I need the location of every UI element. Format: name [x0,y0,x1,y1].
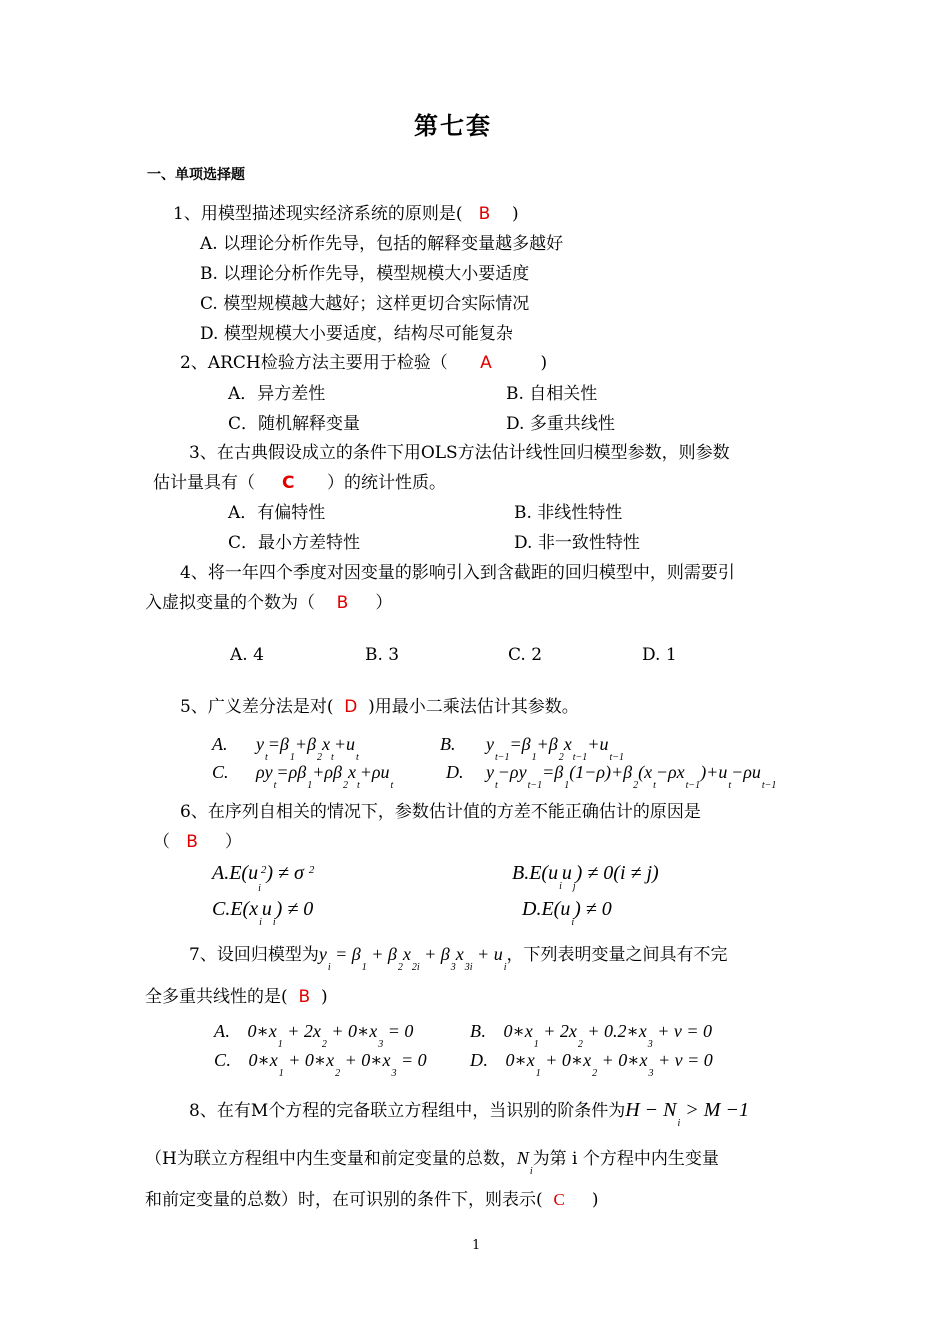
answer-mark: A [480,353,492,373]
answer-mark: C [553,1190,565,1209]
question-1-option-c: C. 模型规模越大越好；这样更切合实际情况 [200,294,530,314]
question-6-stem: 6、在序列自相关的情况下，参数估计值的方差不能正确估计的原因是 [180,802,701,822]
answer-mark: B [186,832,198,852]
answer-mark: C [282,473,295,493]
question-5-option-d-formula: $y_t-\rho y_{t-1}=\beta_1(1-\rho)+\beta_2(x_t-\rho x_{t-1})+u_t-\rho u_{t-1}$ [486,762,777,791]
question-5-option-d-label: D. [446,762,464,782]
answer-mark: D [344,697,358,717]
question-7-option-a: A. $0∗x_1 + 2x_2$ + $0∗x_3 = 0$ [214,1021,414,1050]
question-2-option-c: C．随机解释变量 [228,414,361,434]
question-3-option-c: C．最小方差特性 [228,533,361,553]
question-5-option-b-formula: $y_{t-1}=\beta_1+\beta_2x_{t-1}+u_{t-1}$ [486,734,624,763]
question-4-option-c: C. 2 [508,645,543,665]
section-heading: 一、单项选择题 [147,167,245,183]
answer-mark: B [478,204,491,224]
question-8-stem-line3: 和前定变量的总数）时，在可识别的条件下，则表示( C ) [145,1190,599,1210]
question-6-paren: （ B ） [153,832,242,852]
question-3-option-b: B. 非线性特性 [514,503,623,523]
order-condition-formula: $H - N_i > M -1$ [625,1099,749,1129]
question-5-option-c-formula: $\rho y_t=\rho\beta_1+\rho\beta_2x_t+\rho u_t$ [256,762,394,791]
answer-mark: B [298,987,311,1007]
page-title: 第七套 [414,111,492,140]
question-5-option-c-label: C. [212,762,229,782]
question-2-option-b: B. 自相关性 [506,384,598,404]
question-5-stem: 5、广义差分法是对( D )用最小二乘法估计其参数。 [180,697,579,717]
page-number: 1 [472,1238,481,1253]
question-7-option-c: C. $0∗x_1$ + $0∗x_2$ + $0∗x_3 = 0$ [214,1050,427,1079]
question-3-stem-line1: 3、在古典假设成立的条件下用OLS方法估计线性回归模型参数，则参数 [189,443,730,463]
question-1-stem: 1、用模型描述现实经济系统的原则是( B ) [173,204,519,224]
question-4-option-d: D. 1 [642,645,677,665]
question-7-stem: 7、设回归模型为$y_i = \beta_1 + \beta_2x_{2i} + \beta_3x_{3i} + u_i$，下列表明变量之间具有不完 [189,944,728,973]
question-6-option-d: $D.E(u_i) \ne 0$ [522,898,612,928]
question-6-option-c: $C.E(x_iu_i) \ne 0$ [212,898,314,928]
question-5-option-a-label: A. [212,734,228,754]
question-7-option-d: D. $0∗x_1$ + $0∗x_2$ + $0∗x_3 + v = 0$ [470,1050,713,1079]
question-7-option-b: B. $0∗x_1 + 2x_2$ + $0.2∗x_3 + v = 0$ [470,1021,713,1050]
question-4-stem-line1: 4、将一年四个季度对因变量的影响引入到含截距的回归模型中，则需要引 [180,563,735,583]
question-8-stem-line2: （H为联立方程组中内生变量和前定变量的总数，$N_i$为第 i 个方程中内生变量 [145,1148,719,1177]
question-5-option-b-label: B. [440,734,456,754]
question-2-stem: 2、ARCH检验方法主要用于检验（ A ) [180,353,548,373]
question-3-stem-line2: 估计量具有（ C ）的统计性质。 [153,473,446,493]
question-3-option-a: A．有偏特性 [228,503,326,523]
question-5-option-a-formula: $y_t=\beta_1+\beta_2x_t+u_t$ [256,734,359,763]
question-4-option-a: A. 4 [230,645,264,665]
regression-model-formula: $y_i = \beta_1 + \beta_2x_{2i} + \beta_3x_{3i} + u_i$ [318,944,507,973]
ni-symbol: $N_i$ [516,1148,533,1177]
question-6-option-b: $B.E(u_iu_j) \ne 0(i \ne j)$ [512,862,659,892]
question-2-option-d: D. 多重共线性 [506,414,615,434]
question-2-option-a: A．异方差性 [228,384,326,404]
question-1-option-b: B. 以理论分析作先导，模型规模大小要适度 [200,264,530,284]
question-6-option-a: $A.E(u_i^2) \ne \sigma$ $^2$ [212,862,315,894]
question-3-option-d: D. 非一致性特性 [514,533,640,553]
question-1-option-a: A. 以理论分析作先导，包括的解释变量越多越好 [200,234,564,254]
question-7-stem-line2: 全多重共线性的是( B ) [145,987,328,1007]
answer-mark: B [336,593,349,613]
question-4-option-b: B. 3 [365,645,400,665]
question-8-stem-line1: 8、在有M个方程的完备联立方程组中，当识别的阶条件为$H - N_i > M -1$ [189,1099,749,1129]
question-4-stem-line2: 入虚拟变量的个数为（ B ） [145,593,393,613]
question-1-option-d: D. 模型规模大小要适度，结构尽可能复杂 [200,324,513,344]
